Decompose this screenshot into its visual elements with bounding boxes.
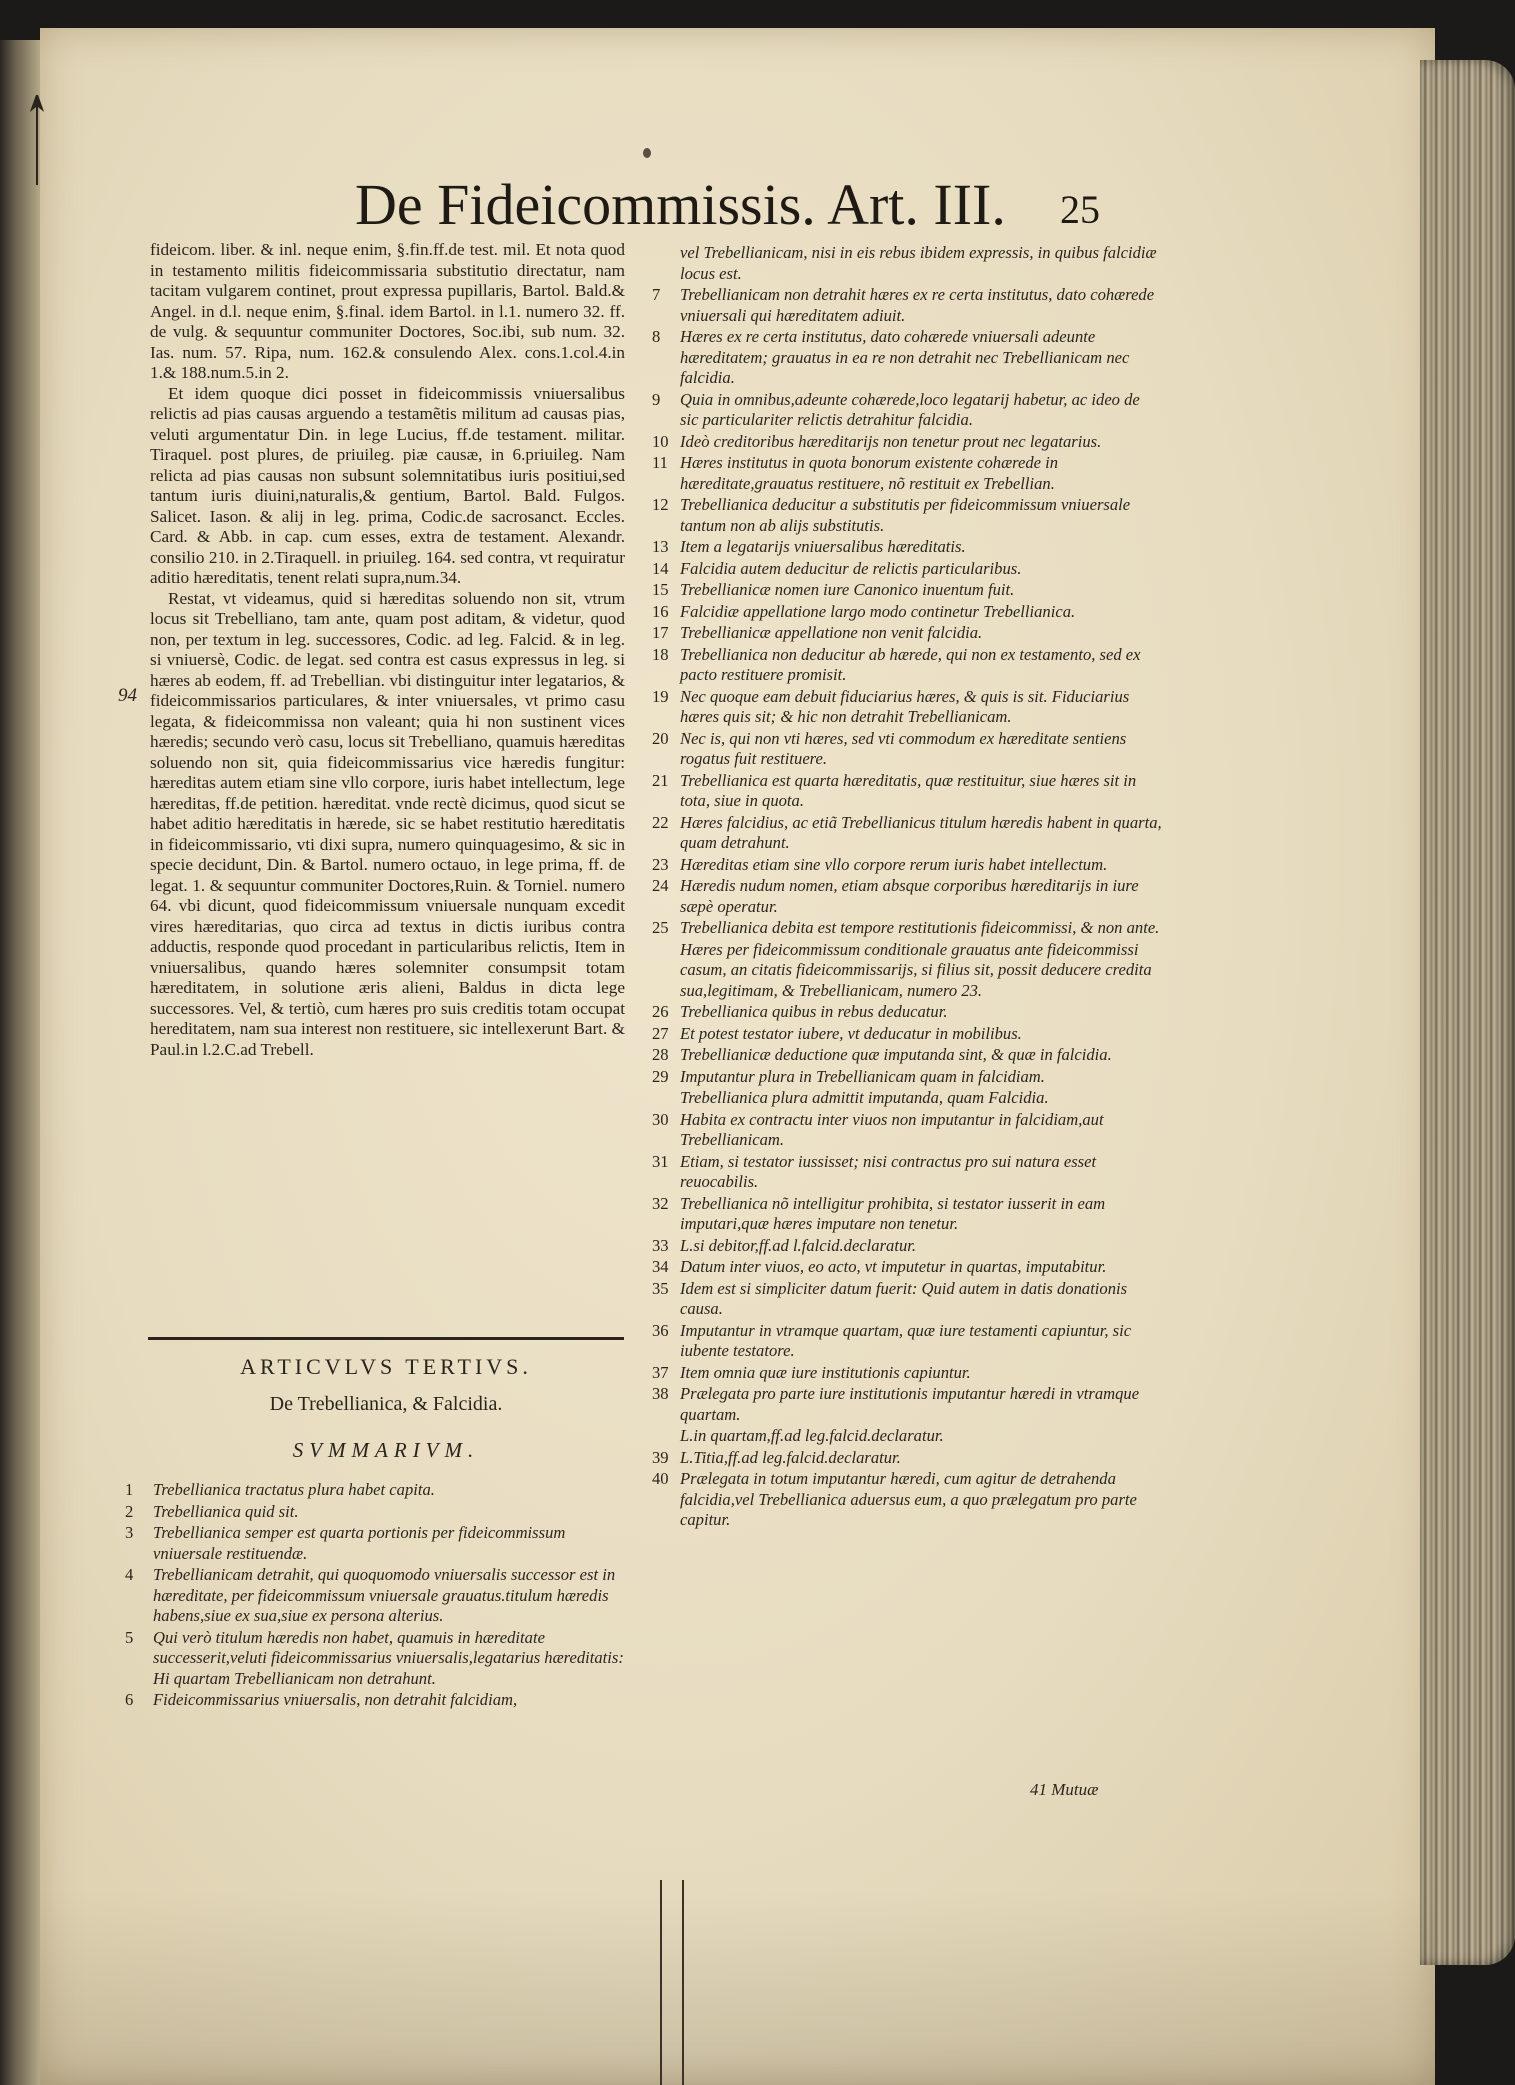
- page-shadow: [40, 1890, 1435, 2085]
- entry-number: 4: [125, 1565, 134, 1584]
- entry-number: 37: [652, 1362, 669, 1382]
- entry-text: Nec quoque eam debuit fiduciarius hæres, & quis is sit. Fiduciarius hæres quis sit; & hic non detrahit Trebellianicam.: [680, 686, 1130, 726]
- entry-number: 11: [652, 453, 668, 472]
- entry-text: Item a legatarijs vniuersalibus hæreditatis.: [680, 537, 966, 556]
- entry-text: Idem est si simpliciter datum fuerit: Quid autem in datis donationis causa.: [680, 1278, 1128, 1318]
- entry-number: 30: [652, 1109, 669, 1129]
- summary-entry: [125, 1480, 625, 1501]
- entry-text: Trebellianicæ appellatione non venit falcidia.: [680, 623, 983, 642]
- summary-entry: [652, 1152, 1162, 1193]
- entry-text: Habita ex contractu inter viuos non imputantur in falcidiam,aut Trebellianicam.: [680, 1109, 1104, 1149]
- entry-number: 21: [652, 770, 669, 790]
- entry-text: Trebellianica debita est tempore restitutionis fideicommissi, & non ante.: [680, 918, 1160, 937]
- entry-number: 18: [652, 644, 669, 664]
- entry-text: Trebellianica tractatus plura habet capita.: [153, 1480, 435, 1499]
- entry-text: Trebellianicam non detrahit hæres ex re certa institutus, dato cohærede vniuersali qui hæreditatem adiuit.: [680, 285, 1155, 325]
- bookmark-ribbon: [682, 1880, 684, 2085]
- entry-number: 7: [652, 285, 661, 304]
- summary-entry: [652, 1194, 1162, 1235]
- entry-number: 5: [125, 1627, 134, 1647]
- article-title: ARTICVLVS TERTIVS.: [240, 1354, 532, 1379]
- entry-number: 13: [652, 537, 669, 556]
- summary-entry: [652, 1045, 1162, 1066]
- entry-number: 6: [125, 1690, 134, 1709]
- entry-number: 34: [652, 1257, 669, 1276]
- summary-entry: [652, 1469, 1162, 1531]
- summary-entry: [652, 495, 1162, 536]
- entry-text: Imputantur in vtramque quartam, quæ iure testamenti capiuntur, sic iubente testatore.: [680, 1320, 1132, 1360]
- entry-text: Trebellianica est quarta hæreditatis, quæ restituitur, siue hæres sit in tota, siue in quota.: [680, 770, 1137, 810]
- entry-number: 36: [652, 1320, 669, 1340]
- entry-text: L.in quartam,ff.ad leg.falcid.declaratur.: [680, 1426, 944, 1445]
- paragraph: Et idem quoque dici posset in fideicommissis vniuersalibus relictis ad pias causas arguendo a testamẽtis militum ad causas pias, veluti argumentatur Din. in lege Lucius, ff.de testament. militar. Tiraquel. post plures, de priuileg. piæ causæ, in 6.priuileg. Nam relicta ad pias causas non subsunt solemnitatibus iuris positiui,sed tantum iuris diuini,naturalis,& gentium, Bartol. Bald. Fulgos. Salicet. Iason. & alij in leg. prima, Codic.de sacrosanct. Eccles. Card. & Abb. in cap. cum esses, extra de testament. Alexandr. consilio 210. in 2.Tiraquell. in priuileg. 164. sed contra, vt requiratur aditio hæreditatis, tenent relati supra,num.34.: [150, 383, 625, 587]
- summary-entry: [652, 813, 1162, 854]
- adjacent-page-edge: [0, 40, 40, 2085]
- summary-entry: [652, 645, 1162, 686]
- entry-text: Falcidiæ appellatione largo modo continetur Trebellianica.: [680, 601, 1076, 621]
- summary-entry: [652, 453, 1162, 494]
- summary-list-right: [652, 243, 1162, 1532]
- entry-text: Qui verò titulum hæredis non habet, quamuis in hæreditate successerit,veluti fideicommissarius vniuersalis,legatarius hæreditatis: Hi quartam Trebellianicam non detrahunt.: [153, 1627, 624, 1688]
- entry-text: Trebellianica nõ intelligitur prohibita, si testator iusserit in eam imputari,quæ hæres imputare non tenetur.: [680, 1193, 1106, 1233]
- summary-entry: [652, 876, 1162, 917]
- summary-entry: [652, 390, 1162, 431]
- entry-number: 22: [652, 812, 669, 832]
- entry-text: Hæres per fideicommissum conditionale grauatus ante fideicommissi casum, an citatis fideicommissarijs, si filius sit, possit deducere credita sua,legitimam, & Trebellianicam, numero 23.: [680, 939, 1152, 1000]
- entry-text: Trebellianica semper est quarta portionis per fideicommissum vniuersale restituendæ.: [153, 1523, 566, 1563]
- summary-entry: [652, 1321, 1162, 1362]
- entry-text: Trebellianicæ nomen iure Canonico inuentum fuit.: [680, 580, 1015, 599]
- entry-number: 8: [652, 327, 661, 346]
- entry-number: 23: [652, 854, 669, 874]
- page-stack-edge: [1420, 60, 1515, 1965]
- article-subtitle: De Trebellianica, & Falcidia.: [269, 1393, 503, 1415]
- summary-entry: [652, 918, 1162, 939]
- summary-entry: [652, 1110, 1162, 1151]
- entry-number: 3: [125, 1523, 134, 1542]
- entry-text: Trebellianica plura admittit imputanda, quam Falcidia.: [680, 1088, 1049, 1107]
- summary-entry: [652, 243, 1162, 284]
- entry-number: 15: [652, 580, 669, 599]
- entry-text: Trebellianica non deducitur ab hærede, qui non ex testamento, sed ex pacto restituere promisit.: [680, 644, 1141, 684]
- entry-number: 31: [652, 1151, 669, 1171]
- entry-text: Ideò creditoribus hæreditarijs non tenetur prout nec legatarius.: [680, 431, 1102, 451]
- entry-text: Hæres institutus in quota bonorum existente cohærede in hæreditate,grauatus restituere, nõ restituit ex Trebellian.: [680, 453, 1059, 493]
- bookmark-ribbon: [660, 1880, 662, 2085]
- entry-text: Trebellianicam detrahit, qui quoquomodo vniuersalis successor est in hæreditate, per fideicommissum vniuersale grauatus.titulum hæredis habens,siue ex sua,siue ex persona alterius.: [153, 1565, 616, 1625]
- entry-text: L.si debitor,ff.ad l.falcid.declaratur.: [680, 1235, 917, 1255]
- entry-text: vel Trebellianicam, nisi in eis rebus ibidem expressis, in quibus falcidiæ locus est.: [680, 243, 1157, 283]
- entry-number: 20: [652, 728, 669, 748]
- summary-entry: [652, 687, 1162, 728]
- entry-number: 24: [652, 876, 669, 895]
- entry-text: Hæreditas etiam sine vllo corpore rerum iuris habet intellectum.: [680, 854, 1108, 874]
- page-number: 25: [1060, 187, 1100, 232]
- entry-text: Quia in omnibus,adeunte cohærede,loco legatarij habetur, ac ideo de sic particulariter relictis detrahitur falcidia.: [680, 389, 1140, 429]
- summary-entry: [652, 940, 1162, 1002]
- summary-entry: [652, 559, 1162, 580]
- entry-text: Trebellianica quibus in rebus deducatur.: [680, 1002, 948, 1021]
- entry-number: 35: [652, 1278, 669, 1298]
- entry-number: 10: [652, 431, 669, 451]
- paragraph: Restat, vt videamus, quid si hæreditas soluendo non sit, vtrum locus sit Trebelliano, tam ante, quam post aditam, & videtur, quod non, per textum in leg. successores, Codic. ad leg. Falcid. & in leg. si vniuersè, Codic. de legat. sed contra est casus expressus in leg. si hæres ab eodem, ff. ad Trebellian. vbi distinguitur inter legatarios, & fideicommissarios particulares, & inter vniuersales, vt primo casu legata, & fideicommissa non valeant; quia hi non sustinent vices hæredis; secundo verò casu, locus sit Trebelliano, quamuis hæreditas soluendo non sit, quia fideicommissarius vice hæredis fungitur: hæreditas autem etiam sine vllo corpore, iuris habet intellectum, lege hæreditas, ff.de petition. hæreditat. vnde rectè dicimus, quod sicut se habet aditio hæreditatis in hærede, sic se habet restitutio hæreditatis in fideicommissario, vti dixi supra, numero quinquagesimo, & sic in specie decidunt, Din. & Bartol. numero octauo, in lege prima, ff. de legat. 1. & sequuntur communiter Doctores,Ruin. & Torniel. numero 64. vbi dicunt, quod fideicommissum vniuersale nunquam excedit vires hæreditarias, quo circa ad textus in dictis iuribus contra adductis, responde quod procedant in particularibus relictis, Item in vniuersalibus, quando hæres solemniter consumpsit totam hæreditatem, in solutione æris alieni, Baldus in dicta lege successores. Vel, & tertiò, cum hæres pro suis creditis totam occupat hereditatem, nam sua interest non restituere, sic intellexerunt Bart. & Paul.in l.2.C.ad Trebell.: [150, 588, 625, 1059]
- entry-text: Hæres ex re certa institutus, dato cohærede vniuersali adeunte hæreditatem; grauatus in ea re non detrahit nec Trebellianicam nec falcidia.: [680, 327, 1130, 387]
- summary-entry: [652, 855, 1162, 876]
- entry-text: Item omnia quæ iure institutionis capiuntur.: [680, 1362, 971, 1382]
- entry-text: Trebellianica quid sit.: [153, 1501, 299, 1521]
- summary-entry: [652, 729, 1162, 770]
- entry-text: Trebellianica deducitur a substitutis per fideicommissum vniuersale tantum non ab alijs substitutis.: [680, 495, 1131, 535]
- entry-number: 1: [125, 1480, 134, 1499]
- entry-text: Etiam, si testator iussisset; nisi contractus pro sui natura esset reuocabilis.: [680, 1151, 1097, 1191]
- entry-number: 29: [652, 1066, 669, 1086]
- summary-entry: [125, 1565, 625, 1627]
- entry-number: 19: [652, 686, 669, 706]
- summary-entry: [652, 771, 1162, 812]
- left-column-text: [150, 240, 625, 1060]
- summary-entry: [652, 537, 1162, 558]
- entry-number: 2: [125, 1501, 134, 1521]
- summary-title: SVMMARIVM.: [292, 1438, 480, 1462]
- entry-number: 27: [652, 1023, 669, 1043]
- entry-number: 9: [652, 389, 661, 409]
- summary-entry: [125, 1628, 625, 1690]
- summary-entry: [652, 1067, 1162, 1088]
- clasp-icon: [30, 95, 44, 185]
- summary-entry: [652, 1363, 1162, 1384]
- entry-text: Hæredis nudum nomen, etiam absque corporibus hæreditarijs in iure sæpè operatur.: [680, 876, 1139, 916]
- entry-number: 40: [652, 1469, 669, 1488]
- summary-entry: [652, 580, 1162, 601]
- entry-text: L.Titia,ff.ad leg.falcid.declaratur.: [680, 1447, 901, 1467]
- entry-number: 26: [652, 1002, 669, 1021]
- entry-text: Trebellianicæ deductione quæ imputanda sint, & quæ in falcidia.: [680, 1045, 1112, 1064]
- entry-number: 33: [652, 1235, 669, 1255]
- entry-text: Nec is, qui non vti hæres, sed vti commodum ex hæreditate sentiens rogatus fuit restituere.: [680, 728, 1127, 768]
- entry-number: 25: [652, 918, 669, 937]
- entry-number: 32: [652, 1193, 669, 1213]
- entry-text: Falcidia autem deducitur de relictis particularibus.: [680, 558, 1022, 578]
- summary-entry: [652, 623, 1162, 644]
- summary-entry: [125, 1690, 625, 1711]
- entry-text: Et potest testator iubere, vt deducatur in mobilibus.: [680, 1023, 1022, 1043]
- summary-entry: [652, 602, 1162, 623]
- summary-entry: [652, 1002, 1162, 1023]
- entry-text: Hæres falcidius, ac etiã Trebellianicus titulum hæredis habent in quarta, quam detrahunt.: [680, 812, 1162, 852]
- entry-text: Datum inter viuos, eo acto, vt imputetur in quartas, imputabitur.: [680, 1257, 1107, 1276]
- summary-entry: [652, 1236, 1162, 1257]
- summary-entry: [652, 285, 1162, 326]
- entry-text: Prælegata in totum imputantur hæredi, cum agitur de detrahenda falcidia,vel Trebellianica aduersus eum, a quo prælegatum pro parte capitur.: [680, 1469, 1137, 1529]
- summary-list-left: [125, 1480, 625, 1712]
- entry-number: 39: [652, 1447, 669, 1467]
- entry-number: 28: [652, 1045, 669, 1064]
- summary-entry: [652, 1384, 1162, 1425]
- summary-entry: [652, 1426, 1162, 1447]
- summary-entry: [125, 1502, 625, 1523]
- margin-number: 94: [118, 685, 137, 706]
- summary-entry: [652, 1279, 1162, 1320]
- running-head: De Fideicommissis. Art. III.: [355, 172, 1006, 237]
- summary-entry: [652, 1088, 1162, 1109]
- paragraph: fideicom. liber. & inl. neque enim, §.fin.ff.de test. mil. Et nota quod in testamento militis fideicommissaria substitutio directatur, nam tacitam vulgarem continet, prout expressa pupillaris, Bartol. Bald.& Angel. in d.l. neque enim, §.final. idem Bartol. in l.1. numero 32. ff. de vulg. & sequuntur communiter Doctores, Soc.ibi, sub num. 32. Ias. num. 57. Ripa, num. 162.& consulendo Alex. cons.1.col.4.in 1.& 188.num.5.in 2.: [150, 240, 625, 382]
- section-rule: [148, 1337, 624, 1340]
- summary-entry: [125, 1523, 625, 1564]
- entry-text: Imputantur plura in Trebellianicam quam in falcidiam.: [680, 1066, 1045, 1086]
- entry-number: 38: [652, 1384, 669, 1403]
- entry-text: Prælegata pro parte iure institutionis imputantur hæredi in vtramque quartam.: [680, 1384, 1140, 1424]
- summary-entry: [652, 1257, 1162, 1278]
- entry-number: 14: [652, 558, 669, 578]
- entry-text: Fideicommissarius vniuersalis, non detrahit falcidiam,: [153, 1690, 518, 1709]
- summary-entry: [652, 1448, 1162, 1469]
- page-hole: [643, 148, 651, 158]
- summary-entry: [652, 1024, 1162, 1045]
- entry-number: 17: [652, 623, 669, 642]
- entry-number: 12: [652, 495, 669, 514]
- summary-entry: [652, 327, 1162, 389]
- summary-entry: [652, 432, 1162, 453]
- catchword: 41 Mutuæ: [1030, 1780, 1099, 1799]
- entry-number: 16: [652, 601, 669, 621]
